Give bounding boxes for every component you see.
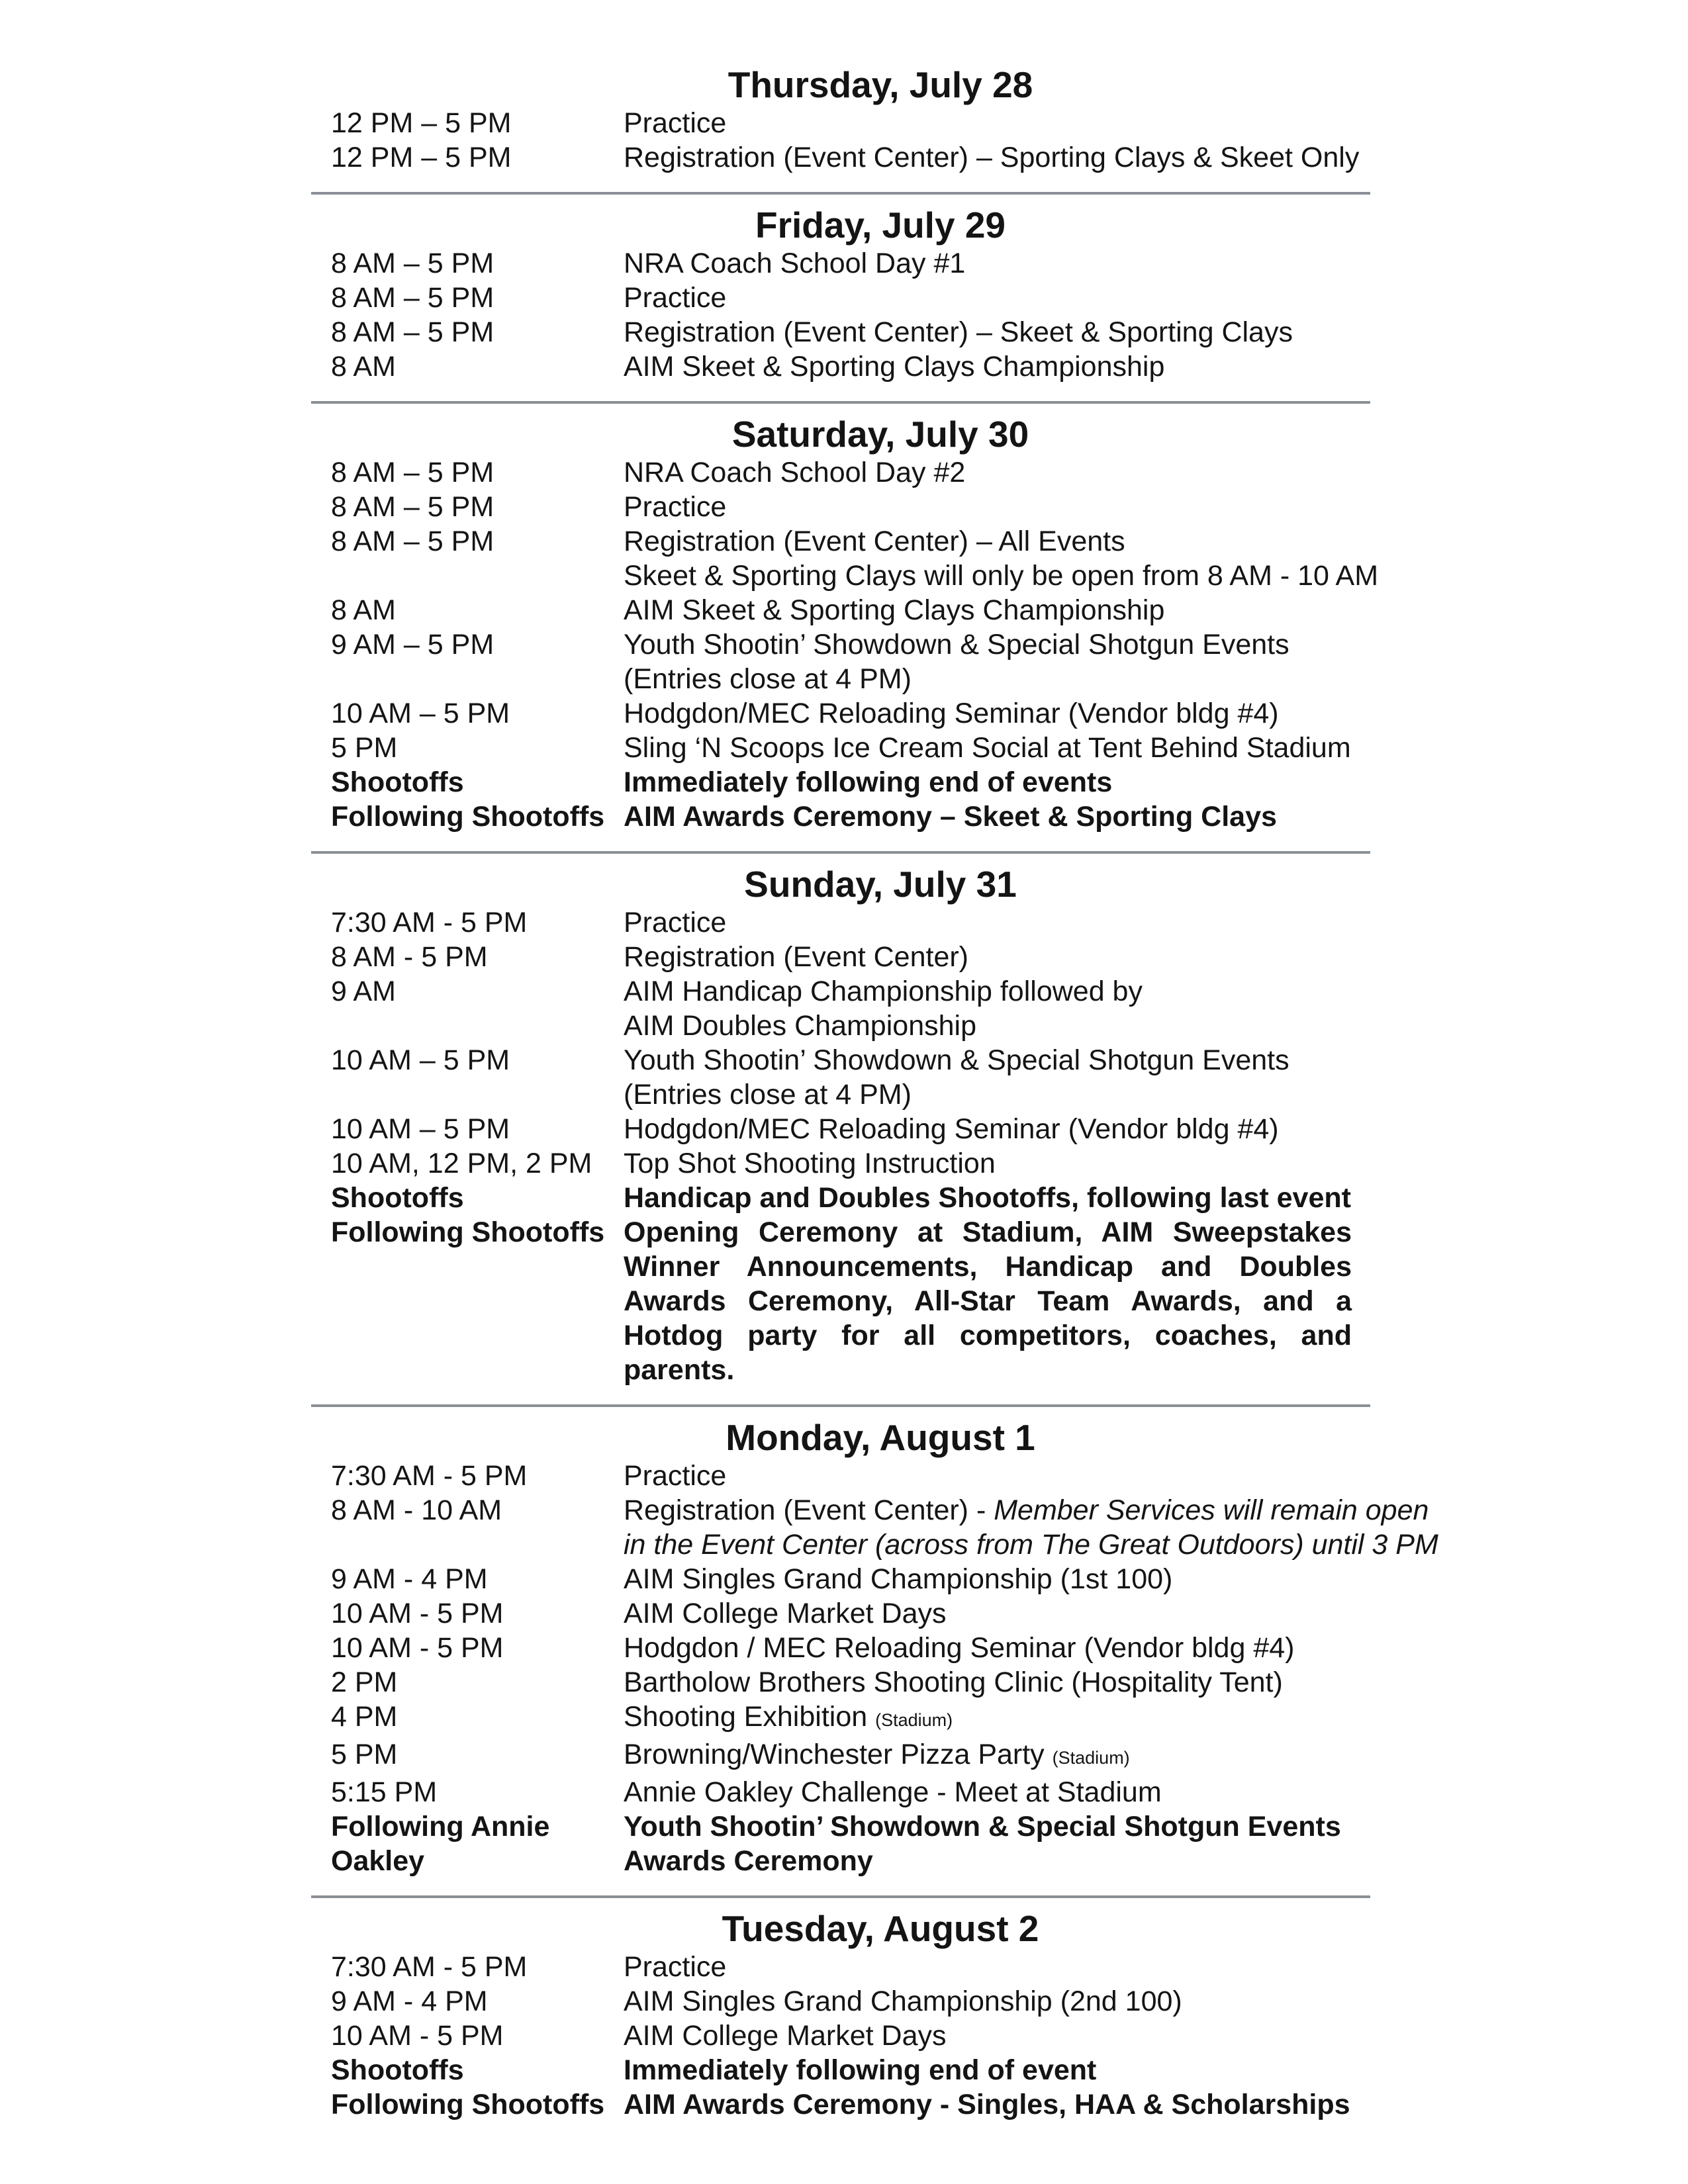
row-description: AIM Awards Ceremony – Skeet & Sporting Clays [624, 801, 1277, 833]
row-time: 10 AM - 5 PM [331, 2020, 504, 2052]
row-description: AIM Singles Grand Championship (2nd 100) [624, 1985, 1182, 2017]
row-time: 4 PM [331, 1701, 398, 1733]
row-time: 10 AM – 5 PM [331, 1113, 510, 1145]
schedule-row [311, 1493, 1438, 1562]
row-time: 9 AM - 4 PM [331, 1985, 488, 2017]
row-description-location: (Stadium) [875, 1710, 953, 1730]
row-description: Registration (Event Center) – Sporting Clays & Skeet Only [624, 142, 1360, 173]
schedule-row [311, 455, 1370, 490]
schedule-row [311, 731, 1370, 765]
row-description-line [624, 1493, 1438, 1527]
schedule-row [311, 1215, 1370, 1387]
row-description: Registration (Event Center) – Skeet & Sporting Clays [624, 316, 1293, 348]
row-time: 2 PM [331, 1666, 398, 1698]
row-description-line: (Entries close at 4 PM) [624, 663, 912, 695]
day-tuesday [311, 1907, 1370, 2122]
row-description [624, 974, 1370, 1043]
row-time: 9 AM - 4 PM [331, 1563, 488, 1595]
schedule-row [311, 940, 1370, 974]
schedule-row [311, 1181, 1370, 1215]
schedule-row [311, 696, 1370, 731]
schedule-row [311, 140, 1370, 175]
row-time: 10 AM – 5 PM [331, 1044, 510, 1076]
schedule-row [311, 2019, 1370, 2053]
row-description: Bartholow Brothers Shooting Clinic (Hospitality Tent) [624, 1666, 1283, 1698]
row-description-line: Youth Shootin’ Showdown & Special Shotgun Events [624, 1811, 1341, 1843]
row-time: 12 PM – 5 PM [331, 142, 512, 173]
row-time: 10 AM - 5 PM [331, 1598, 504, 1629]
row-time: 8 AM [331, 351, 396, 383]
schedule-row [311, 1043, 1370, 1112]
row-time: 8 AM – 5 PM [331, 316, 494, 348]
row-description-line: Registration (Event Center) – All Events [624, 525, 1125, 557]
row-description: NRA Coach School Day #1 [624, 248, 966, 279]
row-description: Opening Ceremony at Stadium, AIM Sweepstakes Winner Announcements, Handicap and Doubles Awards Ceremony, All-Star Team Awards, and a Hotdog party for all competitors, coaches, and parents. [624, 1216, 1352, 1386]
schedule-row [311, 1459, 1370, 1493]
row-description: AIM Awards Ceremony - Singles, HAA & Scholarships [624, 2089, 1350, 2120]
row-description-line: Awards Ceremony [624, 1845, 873, 1877]
row-time: 7:30 AM - 5 PM [331, 1460, 528, 1492]
schedule-row [311, 106, 1370, 140]
row-description: Practice [624, 1951, 727, 1983]
schedule-row [311, 1631, 1370, 1665]
day-title: Thursday, July 28 [727, 64, 1033, 105]
schedule-row [311, 349, 1370, 384]
schedule-row [311, 1562, 1370, 1596]
row-time: 10 AM – 5 PM [331, 698, 510, 729]
schedule-row [311, 974, 1370, 1043]
row-time: 10 AM, 12 PM, 2 PM [331, 1148, 592, 1179]
schedule-row [311, 1737, 1370, 1775]
row-description: AIM College Market Days [624, 1598, 947, 1629]
row-time: 9 AM – 5 PM [331, 629, 494, 660]
divider [311, 401, 1370, 404]
schedule-row [311, 627, 1370, 696]
day-thursday [311, 64, 1370, 175]
row-time: 8 AM [331, 594, 396, 626]
schedule-row [311, 765, 1370, 799]
row-description [624, 524, 1397, 593]
row-description-line: AIM Handicap Championship followed by [624, 976, 1143, 1007]
row-time: 8 AM – 5 PM [331, 525, 494, 557]
day-title: Monday, August 1 [726, 1417, 1035, 1458]
schedule-row [311, 2087, 1370, 2122]
day-title: Sunday, July 31 [744, 864, 1017, 905]
row-description: AIM Skeet & Sporting Clays Championship [624, 594, 1165, 626]
divider [311, 851, 1370, 854]
row-description [624, 627, 1370, 696]
row-time: 5 PM [331, 732, 398, 764]
day-sunday [311, 863, 1370, 1387]
row-time [311, 1809, 624, 1878]
row-description-line: AIM Doubles Championship [624, 1010, 976, 1042]
row-description-text: Shooting Exhibition [624, 1701, 868, 1733]
schedule-row [311, 1665, 1370, 1700]
schedule-row [311, 905, 1370, 940]
row-time: 5 PM [331, 1739, 398, 1770]
row-description-line: in the Event Center (across from The Great Outdoors) until 3 PM [624, 1529, 1438, 1561]
schedule-row [311, 246, 1370, 281]
row-description [624, 1043, 1370, 1112]
row-description: Immediately following end of event [624, 2054, 1097, 2086]
row-time: 7:30 AM - 5 PM [331, 1951, 528, 1983]
schedule-row [311, 1950, 1370, 1984]
row-time: Shootoffs [331, 766, 464, 798]
row-description-line: Youth Shootin’ Showdown & Special Shotgun Events [624, 1044, 1289, 1076]
row-description: AIM Singles Grand Championship (1st 100) [624, 1563, 1173, 1595]
schedule-row [311, 1112, 1370, 1146]
row-time: 8 AM - 5 PM [331, 941, 488, 973]
row-description-line: Youth Shootin’ Showdown & Special Shotgun Events [624, 629, 1289, 660]
row-time: Following Shootoffs [331, 801, 605, 833]
row-time: 8 AM – 5 PM [331, 248, 494, 279]
row-time: Shootoffs [331, 2054, 464, 2086]
row-time: 10 AM - 5 PM [331, 1632, 504, 1664]
row-description: Handicap and Doubles Shootoffs, following last event [624, 1182, 1351, 1214]
row-time-line: Oakley [331, 1845, 425, 1877]
row-description: Practice [624, 282, 727, 314]
schedule-row [311, 315, 1370, 349]
row-description: Hodgdon / MEC Reloading Seminar (Vendor bldg #4) [624, 1632, 1295, 1664]
schedule-row [311, 1775, 1370, 1809]
row-description: Immediately following end of events [624, 766, 1113, 798]
row-time: Following Shootoffs [331, 2089, 605, 2120]
row-description: Top Shot Shooting Instruction [624, 1148, 996, 1179]
day-monday [311, 1416, 1438, 1878]
schedule-row [311, 1700, 1370, 1737]
schedule-row [311, 524, 1379, 593]
divider [311, 192, 1370, 195]
schedule-row [311, 1146, 1370, 1181]
row-description: Registration (Event Center) [624, 941, 968, 973]
schedule-row [311, 1809, 1370, 1878]
row-description: Practice [624, 107, 727, 139]
row-description: Practice [624, 1460, 727, 1492]
row-time: 7:30 AM - 5 PM [331, 907, 528, 938]
schedule-row [311, 593, 1370, 627]
row-time: 8 AM – 5 PM [331, 491, 494, 523]
row-time: Following Shootoffs [331, 1216, 605, 1248]
row-description: Annie Oakley Challenge - Meet at Stadium [624, 1776, 1162, 1808]
schedule-row [311, 799, 1370, 834]
row-description-location: (Stadium) [1052, 1748, 1130, 1768]
row-description: Sling ‘N Scoops Ice Cream Social at Tent Behind Stadium [624, 732, 1351, 764]
day-title: Friday, July 29 [755, 205, 1006, 246]
row-time: 9 AM [331, 976, 396, 1007]
divider [311, 1895, 1370, 1898]
row-description [624, 1737, 1370, 1775]
row-time: 8 AM – 5 PM [331, 282, 494, 314]
schedule-row [311, 1596, 1370, 1631]
row-description: Hodgdon/MEC Reloading Seminar (Vendor bldg #4) [624, 698, 1279, 729]
row-description: Hodgdon/MEC Reloading Seminar (Vendor bldg #4) [624, 1113, 1279, 1145]
row-description [624, 1809, 1370, 1878]
row-description: NRA Coach School Day #2 [624, 457, 966, 488]
row-time: 8 AM - 10 AM [331, 1494, 502, 1526]
divider [311, 1404, 1370, 1407]
row-time: 8 AM – 5 PM [331, 457, 494, 488]
schedule-row [311, 281, 1370, 315]
schedule-row [311, 490, 1370, 524]
row-time-line: Following Annie [331, 1811, 550, 1843]
row-description-line: (Entries close at 4 PM) [624, 1079, 912, 1111]
day-saturday [311, 413, 1379, 834]
row-description-text: Registration (Event Center) - [624, 1494, 994, 1526]
row-description: Practice [624, 491, 727, 523]
row-time: Shootoffs [331, 1182, 464, 1214]
schedule-row [311, 1984, 1370, 2019]
row-description [624, 1700, 1370, 1737]
day-title: Tuesday, August 2 [722, 1908, 1039, 1949]
row-description-text: Browning/Winchester Pizza Party [624, 1739, 1045, 1770]
row-description: Practice [624, 907, 727, 938]
row-time: 12 PM – 5 PM [331, 107, 512, 139]
day-title: Saturday, July 30 [731, 414, 1029, 455]
row-description: AIM College Market Days [624, 2020, 947, 2052]
row-description: AIM Skeet & Sporting Clays Championship [624, 351, 1165, 383]
row-time: 5:15 PM [331, 1776, 438, 1808]
schedule [311, 64, 1438, 2122]
day-friday [311, 204, 1370, 384]
row-description-note: Member Services will remain open [994, 1494, 1429, 1526]
row-description-line: Skeet & Sporting Clays will only be open from 8 AM - 10 AM [624, 560, 1379, 592]
row-description [624, 1493, 1457, 1562]
schedule-row [311, 2053, 1370, 2087]
